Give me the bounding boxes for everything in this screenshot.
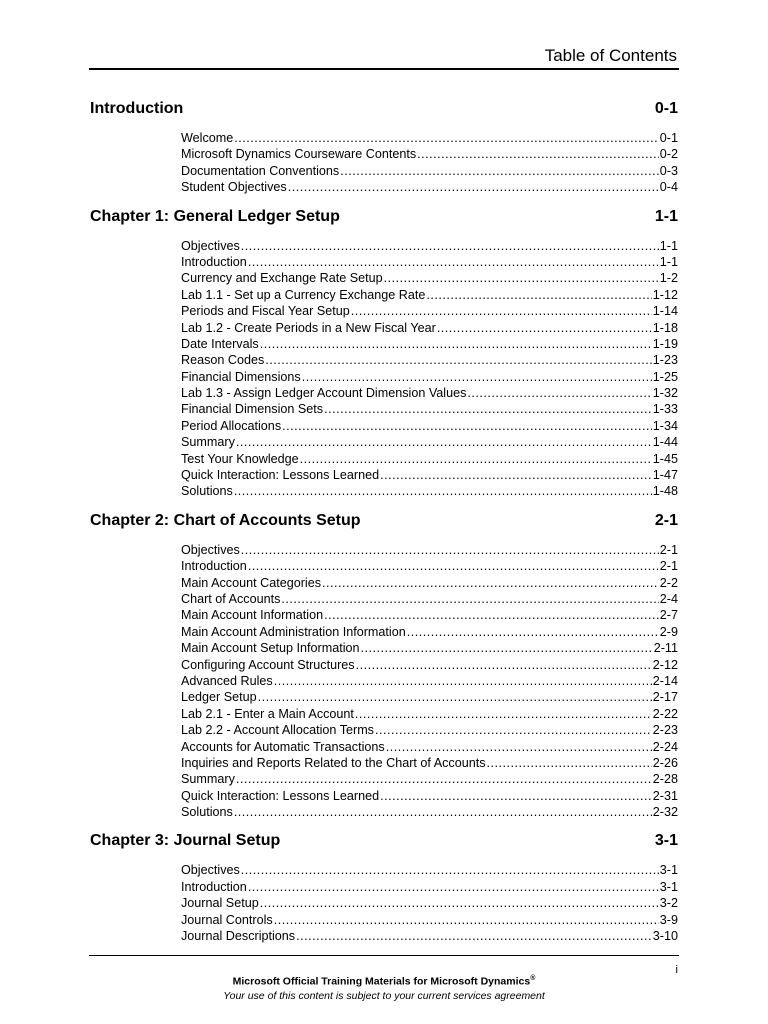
chapter-heading[interactable] (90, 96, 678, 119)
dot-leader (248, 558, 659, 574)
entry-page: 2-22 (652, 706, 678, 721)
entry-page: 1-2 (659, 271, 678, 286)
entry-title: Currency and Exchange Rate Setup (181, 271, 383, 286)
entry-page: 1-14 (652, 304, 678, 319)
entry-page: 1-12 (652, 287, 678, 302)
toc-entry[interactable] (181, 238, 678, 254)
entry-title: Journal Descriptions (181, 929, 296, 944)
entry-page: 0-3 (659, 163, 678, 178)
toc-entry[interactable] (181, 270, 678, 286)
dot-leader (282, 418, 652, 434)
entry-title: Student Objectives (181, 180, 287, 195)
entry-title: Main Account Information (181, 608, 324, 623)
chapter-title: Chapter 2: Chart of Accounts Setup (90, 511, 361, 529)
dot-leader (361, 640, 653, 656)
dot-leader (351, 303, 652, 319)
dot-leader (241, 238, 659, 254)
dot-leader (417, 146, 659, 162)
dot-leader (234, 483, 652, 499)
entry-page: 2-12 (652, 657, 678, 672)
entry-title: Objectives (181, 238, 240, 253)
toc-entry[interactable] (181, 673, 678, 689)
toc-entry[interactable] (181, 879, 678, 895)
toc-entry[interactable] (181, 739, 678, 755)
entry-page: 0-2 (659, 147, 678, 162)
entry-title: Lab 1.3 - Assign Ledger Account Dimension Values (181, 386, 467, 401)
toc-entry[interactable] (181, 542, 678, 558)
toc-entry[interactable] (181, 591, 678, 607)
entry-title: Ledger Setup (181, 690, 257, 705)
toc-entry[interactable] (181, 369, 678, 385)
entry-title: Introduction (181, 254, 247, 269)
entry-title: Accounts for Automatic Transactions (181, 739, 385, 754)
entry-page: 1-47 (652, 468, 678, 483)
entry-page: 3-10 (652, 929, 678, 944)
chapter-heading[interactable] (90, 204, 678, 227)
page-header-title: Table of Contents (544, 46, 677, 65)
entry-page: 2-1 (659, 542, 678, 557)
toc-entry[interactable] (181, 755, 678, 771)
entry-page: 2-4 (659, 591, 678, 606)
entry-page: 1-19 (652, 336, 678, 351)
dot-leader (236, 771, 652, 787)
entry-page: 2-2 (659, 575, 678, 590)
toc-entry[interactable] (181, 928, 678, 944)
chapter-page: 0-1 (654, 100, 678, 117)
toc-entry[interactable] (181, 640, 678, 656)
entry-page: 1-1 (659, 238, 678, 253)
toc-entry[interactable] (181, 146, 678, 162)
toc-entry[interactable] (181, 483, 678, 499)
entry-page: 2-32 (652, 805, 678, 820)
entry-title: Welcome (181, 131, 234, 145)
entry-title: Advanced Rules (181, 673, 273, 688)
entry-page: 1-44 (652, 435, 678, 450)
entry-page: 1-23 (652, 353, 678, 368)
toc-entry[interactable] (181, 624, 678, 640)
toc-entry[interactable] (181, 575, 678, 591)
dot-leader (248, 879, 659, 895)
entry-page: 1-33 (652, 402, 678, 417)
toc-entry[interactable] (181, 689, 678, 705)
entry-title: Lab 1.2 - Create Periods in a New Fiscal Year (181, 320, 436, 335)
toc-entry[interactable] (181, 788, 678, 804)
dot-leader (296, 928, 652, 944)
entry-title: Reason Codes (181, 353, 265, 368)
entry-title: Chart of Accounts (181, 591, 281, 606)
chapter-page: 3-1 (654, 832, 678, 850)
footer-title-text: Microsoft Official Training Materials for Microsoft Dynamics (232, 975, 531, 988)
entry-title: Inquiries and Reports Related to the Chart of Accounts (181, 755, 486, 770)
footer-title (0, 975, 768, 988)
dot-leader (300, 451, 652, 467)
toc-entry[interactable] (181, 163, 678, 179)
dot-leader (236, 434, 652, 450)
dot-leader (375, 722, 652, 738)
entry-page: 2-1 (659, 559, 678, 574)
dot-leader (265, 352, 651, 368)
entry-page: 3-1 (659, 863, 678, 878)
dot-leader (355, 706, 652, 722)
dot-leader (407, 624, 659, 640)
chapter-title: Chapter 3: Journal Setup (90, 832, 281, 850)
toc-entry[interactable] (181, 862, 678, 878)
toc-entry[interactable] (181, 303, 678, 319)
entry-title: Microsoft Dynamics Courseware Contents (181, 147, 417, 162)
entry-title: Quick Interaction: Lessons Learned (181, 788, 380, 803)
dot-leader (356, 657, 652, 673)
toc-chapter (90, 96, 678, 196)
entry-page: 2-11 (653, 641, 678, 656)
entry-page: 2-17 (652, 690, 678, 705)
dot-leader (384, 270, 659, 286)
entry-page: 2-23 (652, 723, 678, 738)
chapter-entries (181, 862, 678, 944)
toc-entry[interactable] (181, 657, 678, 673)
entry-title: Summary (181, 772, 235, 787)
toc-entry[interactable] (181, 254, 678, 270)
page-number: i (675, 964, 678, 976)
toc-entry[interactable] (181, 912, 678, 928)
dot-leader (437, 320, 652, 336)
chapter-title: Chapter 1: General Ledger Setup (90, 207, 340, 225)
toc-entry[interactable] (181, 130, 678, 146)
dot-leader (324, 607, 659, 623)
entry-page: 3-2 (659, 896, 678, 911)
entry-title: Main Account Setup Information (181, 641, 360, 656)
dot-leader (258, 689, 652, 705)
dot-leader (281, 591, 658, 607)
toc-entry[interactable] (181, 451, 678, 467)
dot-leader (274, 673, 652, 689)
dot-leader (260, 336, 652, 352)
toc-entry[interactable] (181, 722, 678, 738)
toc-entry[interactable] (181, 320, 678, 336)
entry-title: Journal Controls (181, 912, 273, 927)
toc-entry[interactable] (181, 771, 678, 787)
entry-page: 2-28 (652, 772, 678, 787)
entry-title: Solutions (181, 484, 233, 499)
entry-title: Journal Setup (181, 896, 259, 911)
entry-title: Main Account Administration Information (181, 624, 406, 639)
entry-title: Financial Dimensions (181, 369, 301, 384)
entry-page: 2-14 (652, 673, 678, 688)
dot-leader (324, 401, 652, 417)
entry-title: Summary (181, 435, 235, 450)
dot-leader (241, 542, 659, 558)
dot-leader (322, 575, 659, 591)
chapter-heading[interactable] (90, 828, 678, 851)
toc-chapter (90, 828, 678, 944)
toc-entry[interactable] (181, 895, 678, 911)
dot-leader (274, 912, 659, 928)
entry-page: 3-9 (659, 912, 678, 927)
entry-page: 1-45 (652, 451, 678, 466)
toc-chapter (90, 508, 678, 821)
dot-leader (288, 179, 659, 195)
entry-page: 1-25 (652, 369, 678, 384)
dot-leader (302, 369, 652, 385)
chapter-title: Introduction (90, 100, 184, 117)
chapter-page: 2-1 (654, 511, 678, 529)
dot-leader (487, 755, 652, 771)
entry-title: Solutions (181, 805, 233, 820)
dot-leader (426, 287, 651, 303)
chapter-entries (181, 130, 678, 196)
toc-entry[interactable] (181, 558, 678, 574)
toc-entry[interactable] (181, 607, 678, 623)
dot-leader (380, 467, 652, 483)
chapter-entries (181, 238, 678, 500)
entry-title: Introduction (181, 879, 247, 894)
dot-leader (386, 739, 652, 755)
entry-title: Lab 2.1 - Enter a Main Account (181, 706, 354, 721)
table-of-contents (90, 96, 678, 952)
footer-rule (89, 955, 679, 956)
entry-page: 1-34 (652, 418, 678, 433)
dot-leader (380, 788, 652, 804)
dot-leader (467, 385, 651, 401)
entry-page: 2-9 (659, 624, 678, 639)
entry-title: Financial Dimension Sets (181, 402, 324, 417)
entry-title: Lab 1.1 - Set up a Currency Exchange Rate (181, 287, 426, 302)
entry-title: Documentation Conventions (181, 163, 340, 178)
toc-entry[interactable] (181, 352, 678, 368)
footer-notice: Your use of this content is subject to your current services agreement (223, 990, 545, 1002)
dot-leader (234, 804, 652, 820)
dot-leader (234, 130, 659, 146)
dot-leader (248, 254, 659, 270)
dot-leader (260, 895, 659, 911)
entry-page: 1-32 (652, 386, 678, 401)
entry-title: Configuring Account Structures (181, 657, 355, 672)
toc-entry[interactable] (181, 804, 678, 820)
entry-page: 2-26 (652, 755, 678, 770)
dot-leader (340, 163, 659, 179)
entry-page: 1-1 (659, 254, 678, 269)
entry-title: Lab 2.2 - Account Allocation Terms (181, 723, 374, 738)
entry-title: Main Account Categories (181, 575, 322, 590)
toc-entry[interactable] (181, 336, 678, 352)
toc-entry[interactable] (181, 401, 678, 417)
registered-mark: ® (530, 975, 536, 982)
entry-title: Date Intervals (181, 336, 259, 351)
entry-page: 1-48 (652, 484, 678, 499)
toc-entry[interactable] (181, 706, 678, 722)
entry-title: Introduction (181, 559, 247, 574)
toc-entry[interactable] (181, 434, 678, 450)
entry-page: 2-7 (659, 608, 678, 623)
entry-title: Test Your Knowledge (181, 451, 299, 466)
entry-title: Periods and Fiscal Year Setup (181, 304, 350, 319)
chapter-page: 1-1 (654, 207, 678, 225)
chapter-entries (181, 542, 678, 821)
entry-title: Objectives (181, 863, 240, 878)
chapter-heading[interactable] (90, 508, 678, 531)
entry-page: 0-4 (659, 180, 678, 195)
entry-page: 3-1 (659, 879, 678, 894)
entry-title: Quick Interaction: Lessons Learned (181, 468, 380, 483)
toc-entry[interactable] (181, 179, 678, 195)
toc-entry[interactable] (181, 385, 678, 401)
entry-page: 2-31 (652, 788, 678, 803)
entry-title: Objectives (181, 542, 240, 557)
toc-chapter (90, 204, 678, 500)
header-rule (89, 68, 679, 70)
toc-entry[interactable] (181, 418, 678, 434)
entry-title: Period Allocations (181, 418, 282, 433)
entry-page: 0-1 (659, 131, 678, 145)
entry-page: 1-18 (652, 320, 678, 335)
toc-entry[interactable] (181, 287, 678, 303)
dot-leader (241, 862, 659, 878)
toc-entry[interactable] (181, 467, 678, 483)
entry-page: 2-24 (652, 739, 678, 754)
